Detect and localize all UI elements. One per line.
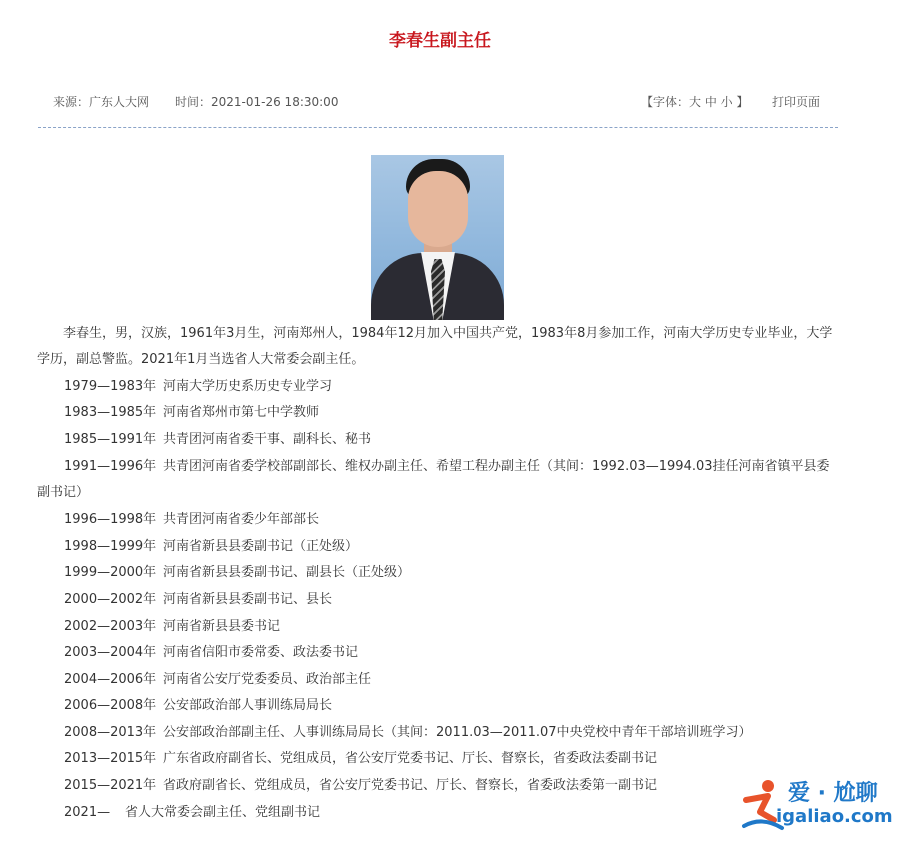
- career-desc: 河南省新县县委副书记、县长: [163, 592, 333, 607]
- career-desc: 共青团河南省委干事、副科长、秘书: [163, 432, 372, 447]
- career-years: 2008—2013年: [64, 725, 157, 740]
- career-desc: 河南省新县县委副书记（正处级）: [163, 539, 359, 554]
- career-years: 1998—1999年: [64, 539, 157, 554]
- career-entry: [37, 534, 841, 560]
- page-title: 李春生副主任: [389, 31, 491, 51]
- career-years: 1983—1985年: [64, 405, 157, 420]
- career-years: 2004—2006年: [64, 672, 157, 687]
- career-desc: 共青团河南省委少年部部长: [163, 512, 320, 527]
- article-source: 来源：广东人大网: [53, 95, 150, 109]
- career-desc: 河南省新县县委书记: [163, 619, 281, 634]
- career-entry: [37, 560, 841, 586]
- watermark-domain: igaliao.com: [776, 806, 893, 827]
- career-years: 2006—2008年: [64, 698, 157, 713]
- career-years: 2013—2015年: [64, 751, 157, 766]
- career-desc: 河南省公安厅党委委员、政治部主任: [163, 672, 372, 687]
- watermark-title: 爱 · 尬聊: [788, 781, 878, 806]
- career-entry: [37, 746, 841, 772]
- career-entry: [37, 454, 841, 506]
- career-desc: 河南省信阳市委常委、政法委书记: [163, 645, 359, 660]
- career-entry: [37, 667, 841, 693]
- career-years: 2002—2003年: [64, 619, 157, 634]
- career-desc: 公安部政治部副主任、人事训练局局长（其间：2011.03—2011.07中央党校中青年干部培训班学习）: [163, 725, 752, 740]
- career-desc: 河南省郑州市第七中学教师: [163, 405, 320, 420]
- career-years: 1979—1983年: [64, 379, 157, 394]
- print-page-link[interactable]: 打印页面: [772, 95, 821, 109]
- career-years: 2003—2004年: [64, 645, 157, 660]
- biography-intro: 李春生，男，汉族，1961年3月生，河南郑州人，1984年12月加入中国共产党，1983年8月参加工作，河南大学历史专业毕业，大学学历，副总警监。2021年1月当选省人大常委会副主任。: [37, 326, 833, 367]
- career-entry: [37, 587, 841, 613]
- career-years: 1991—1996年: [64, 459, 157, 474]
- career-desc: 省政府副省长、党组成员，省公安厅党委书记、厅长、督察长，省委政法委第一副书记: [163, 778, 658, 793]
- career-years: 2015—2021年: [64, 778, 157, 793]
- header-divider: [38, 127, 838, 128]
- career-years: 1985—1991年: [64, 432, 157, 447]
- career-desc: 共青团河南省委学校部副部长、维权办副主任、希望工程办副主任（其间：1992.03—1994.03挂任河南省镇平县委副书记）: [37, 459, 830, 500]
- career-entry: [37, 720, 841, 746]
- career-desc: 省人大常委会副主任、党组副书记: [125, 805, 321, 820]
- career-desc: 广东省政府副省长、党组成员，省公安厅党委书记、厅长、督察长，省委政法委副书记: [163, 751, 658, 766]
- career-entry: [37, 374, 841, 400]
- career-desc: 河南省新县县委副书记、副县长（正处级）: [163, 565, 411, 580]
- site-watermark: [738, 776, 898, 832]
- career-desc: 河南大学历史系历史专业学习: [163, 379, 333, 394]
- career-years: 1999—2000年: [64, 565, 157, 580]
- career-desc: 公安部政治部人事训练局局长: [163, 698, 333, 713]
- career-years: 2000—2002年: [64, 592, 157, 607]
- career-entry: [37, 640, 841, 666]
- career-entry: [37, 507, 841, 533]
- career-years: 2021—: [64, 805, 111, 820]
- career-entry: [37, 773, 841, 799]
- career-years: 1996—1998年: [64, 512, 157, 527]
- career-entry: [37, 800, 841, 826]
- career-entry: [37, 427, 841, 453]
- font-size-switcher[interactable]: 【字体：大 中 小 】: [641, 95, 749, 109]
- portrait-photo: [371, 155, 504, 320]
- career-entry: [37, 614, 841, 640]
- career-entry: [37, 400, 841, 426]
- career-entry: [37, 693, 841, 719]
- article-time: 时间：2021-01-26 18:30:00: [175, 95, 339, 109]
